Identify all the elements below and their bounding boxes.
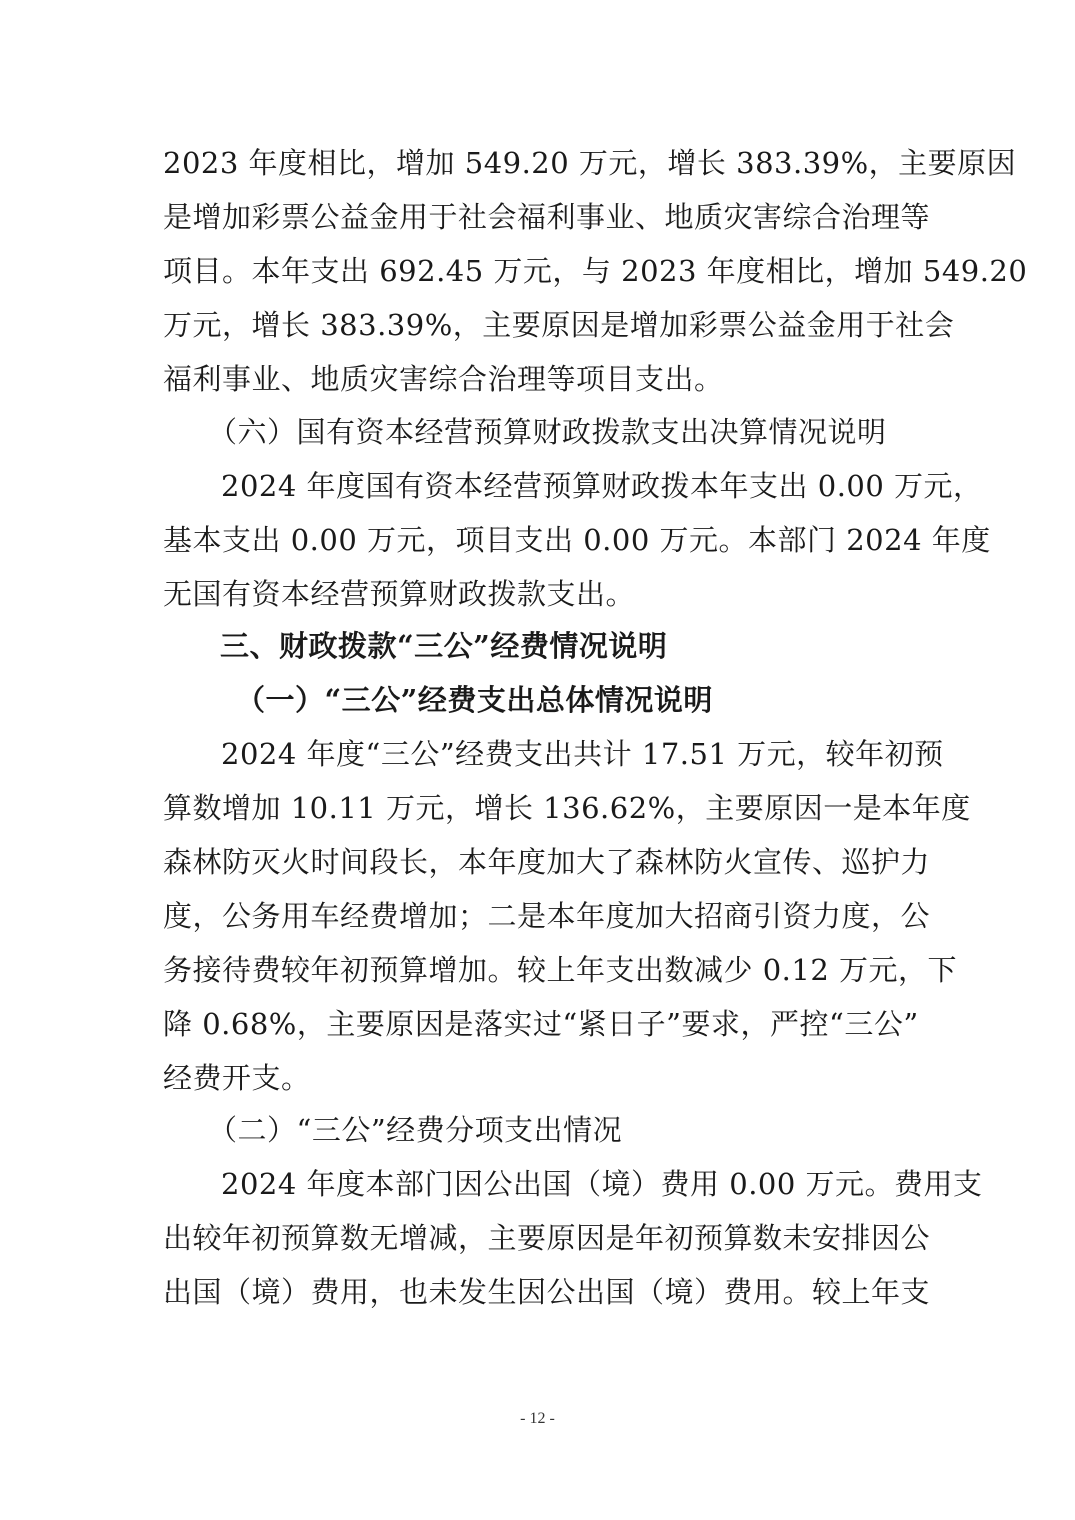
paragraph-line: 项目。本年支出 692.45 万元，与 2023 年度相比，增加 549.20 (163, 254, 1028, 288)
paragraph-line: 无国有资本经营预算财政拨款支出。 (163, 577, 636, 611)
paragraph-line: 万元，增长 383.39%，主要原因是增加彩票公益金用于社会 (163, 308, 955, 342)
paragraph-2 (163, 459, 991, 621)
subsection-heading-1: （一）“三公”经费支出总体情况说明 (236, 683, 713, 717)
page-number: - 12 - (520, 1410, 555, 1427)
paragraph-line: 2023 年度相比，增加 549.20 万元，增长 383.39%，主要原因 (163, 146, 1017, 180)
paragraph-line: 2024 年度本部门因公出国（境）费用 0.00 万元。费用支 (221, 1167, 983, 1201)
paragraph-line: 度，公务用车经费增加；二是本年度加大招商引资力度，公 (163, 899, 931, 933)
paragraph-4 (163, 1157, 983, 1319)
paragraph-line: 福利事业、地质灾害综合治理等项目支出。 (163, 362, 724, 396)
paragraph-line: 务接待费较年初预算增加。较上年支出数减少 0.12 万元，下 (163, 953, 958, 987)
paragraph-line: 基本支出 0.00 万元，项目支出 0.00 万元。本部门 2024 年度 (163, 523, 991, 557)
paragraph-line: 经费开支。 (163, 1061, 311, 1095)
paragraph-3 (163, 727, 971, 1105)
paragraph-line: 出较年初预算数无增减，主要原因是年初预算数未安排因公 (163, 1221, 931, 1255)
paragraph-line: 降 0.68%，主要原因是落实过“紧日子”要求，严控“三公” (163, 1007, 919, 1041)
section-heading-6: （六）国有资本经营预算财政拨款支出决算情况说明 (208, 415, 887, 449)
paragraph-line: 是增加彩票公益金用于社会福利事业、地质灾害综合治理等 (163, 200, 931, 234)
subsection-heading-2: （二）“三公”经费分项支出情况 (208, 1113, 623, 1147)
paragraph-1 (163, 136, 1028, 406)
section-heading-3: 三、财政拨款“三公”经费情况说明 (220, 629, 668, 663)
paragraph-line: 2024 年度国有资本经营预算财政拨本年支出 0.00 万元， (221, 469, 983, 503)
paragraph-line: 2024 年度“三公”经费支出共计 17.51 万元，较年初预 (221, 737, 944, 771)
paragraph-line: 森林防灭火时间段长，本年度加大了森林防火宣传、巡护力 (163, 845, 931, 879)
paragraph-line: 算数增加 10.11 万元，增长 136.62%，主要原因一是本年度 (163, 791, 971, 825)
paragraph-line: 出国（境）费用，也未发生因公出国（境）费用。较上年支 (163, 1275, 931, 1309)
